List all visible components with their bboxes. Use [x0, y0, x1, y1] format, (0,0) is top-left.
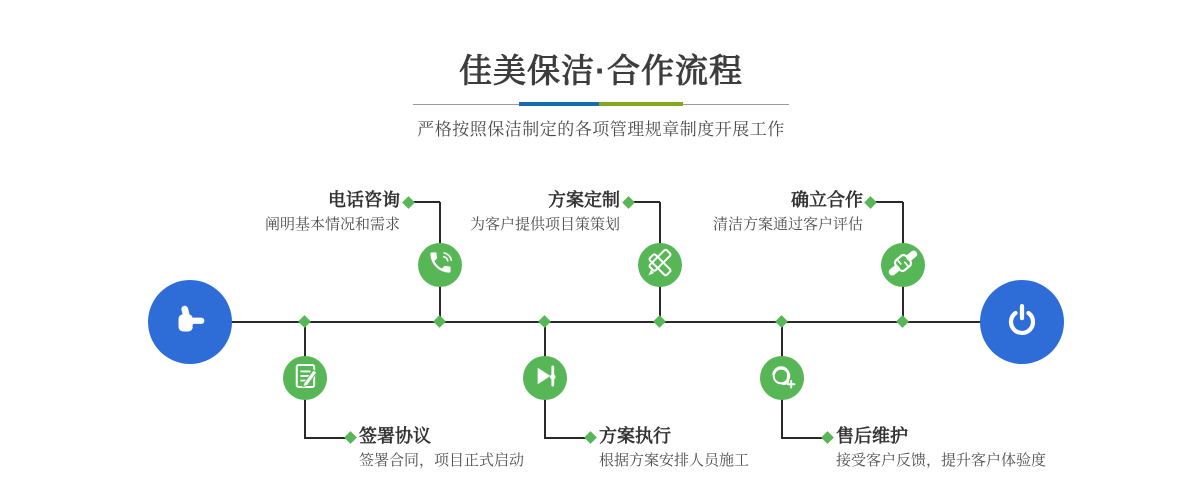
step-circle-phone: [418, 243, 462, 287]
step-title: 方案执行: [599, 426, 671, 446]
title-divider: [413, 102, 789, 106]
divider-gray-left: [413, 104, 519, 105]
power-icon: [999, 297, 1045, 348]
page-header: [0, 0, 1202, 140]
pencil-ruler-icon: [638, 241, 682, 290]
step-label-agreement: [359, 426, 589, 470]
handshake-icon: [881, 241, 925, 290]
label-diamond: [864, 196, 877, 209]
connector-horizontal: [305, 437, 347, 439]
step-desc: 为客户提供项目策策划: [469, 216, 620, 233]
step-circle-aftersales: [760, 356, 804, 400]
timeline-node-diamond: [433, 315, 446, 328]
step-title: 售后维护: [836, 426, 908, 446]
step-desc: 根据方案安排人员施工: [599, 452, 750, 469]
step-title: 电话咨询: [328, 190, 400, 210]
step-label-phone: [210, 190, 400, 234]
divider-gray-right: [683, 104, 789, 105]
step-desc: 阐明基本情况和需求: [264, 216, 400, 233]
divider-green-segment: [599, 102, 683, 106]
timeline-node-diamond: [896, 315, 909, 328]
phone-icon: [427, 249, 454, 281]
timeline-node-diamond: [775, 315, 788, 328]
page-title: 佳美保洁·合作流程: [459, 52, 743, 89]
step-label-aftersales: [836, 426, 1086, 470]
label-diamond: [402, 196, 415, 209]
step-circle-agreement: [283, 356, 327, 400]
label-diamond: [622, 196, 635, 209]
play-slider-icon: [523, 354, 567, 403]
headset-plus-icon: [760, 354, 804, 403]
step-desc: 签署合同，项目正式启动: [359, 452, 525, 469]
timeline-node-diamond: [538, 315, 551, 328]
timeline-node-diamond: [653, 315, 666, 328]
step-circle-execution: [523, 356, 567, 400]
signed-document-icon: [283, 354, 327, 403]
pointing-hand-icon: [167, 297, 213, 348]
connector-horizontal: [632, 201, 660, 203]
flow-start-circle: [148, 280, 232, 364]
step-title: 确立合作: [791, 190, 863, 210]
step-circle-custom-plan: [638, 243, 682, 287]
connector-horizontal: [875, 201, 903, 203]
step-title: 方案定制: [548, 190, 620, 210]
page-subtitle: 严格按照保洁制定的各项管理规章制度开展工作: [417, 120, 785, 139]
step-label-custom-plan: [430, 190, 620, 234]
step-title: 签署协议: [359, 426, 431, 446]
step-desc: 接受客户反馈，提升客户体验度: [836, 452, 1047, 469]
timeline-node-diamond: [298, 315, 311, 328]
step-label-cooperation: [673, 190, 863, 234]
divider-blue-segment: [519, 102, 599, 106]
step-desc: 清洁方案通过客户评估: [712, 216, 863, 233]
step-circle-cooperation: [881, 243, 925, 287]
step-label-execution: [599, 426, 829, 470]
label-diamond: [344, 431, 357, 444]
flow-end-circle: [980, 280, 1064, 364]
